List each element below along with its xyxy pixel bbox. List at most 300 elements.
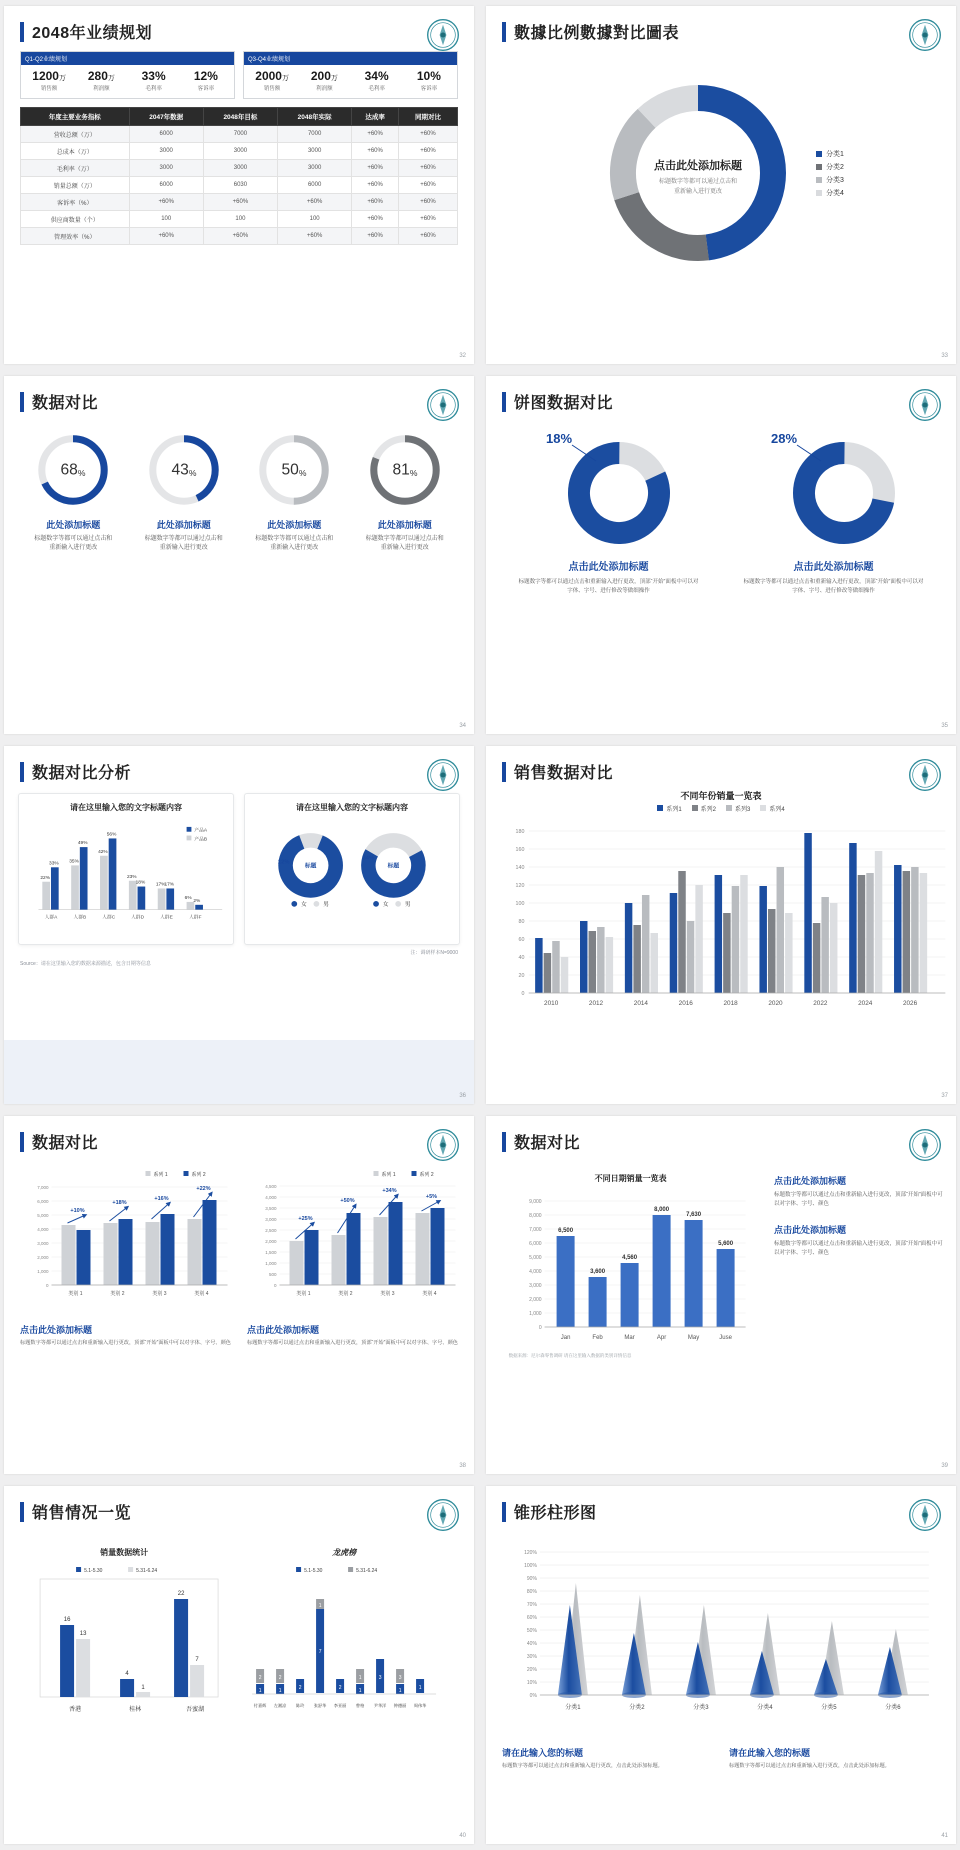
svg-text:1: 1 — [318, 1603, 322, 1609]
kpi-cell — [23, 69, 75, 92]
table-cell: +60% — [398, 160, 457, 177]
growth-label: +22% — [196, 1186, 211, 1192]
legend-item — [726, 804, 750, 813]
legend-swatch-icon — [816, 177, 822, 183]
gauge-value: 68% — [60, 461, 86, 479]
table-body — [21, 126, 458, 245]
slide-number: 34 — [459, 723, 466, 729]
growth-label: +5% — [425, 1194, 438, 1200]
legend-label: 系列2 — [700, 807, 716, 813]
table-cell: +60% — [352, 194, 399, 211]
kpi-label: 毛利率 — [368, 86, 385, 92]
legend-item — [816, 175, 844, 185]
caption-body: 标题数字等都可以通过点击和重新输入进行更改，点击此处添加标题。 — [502, 1763, 663, 1769]
kpi-left-values — [21, 65, 234, 98]
donut-pair-chart — [251, 819, 453, 931]
caption-title: 点击此处添加标题 — [20, 1325, 93, 1335]
y-tick-label: 3,500 — [265, 1206, 277, 1211]
slide-grid — [4, 6, 956, 1844]
pie-pct-label: 18% — [545, 431, 572, 446]
legend-label: 女 — [301, 901, 307, 908]
card-title: 请在这里输入您的文字标题内容 — [70, 803, 182, 812]
sample-note: 注：调研样本N=9000 — [410, 950, 458, 956]
title-accent-bar — [502, 22, 506, 42]
table-header-cell: 达成率 — [352, 108, 399, 126]
legend-swatch-icon — [816, 151, 822, 157]
card-title: 请在这里输入您的文字标题内容 — [296, 803, 408, 812]
table-cell: 6000 — [129, 126, 203, 143]
y-tick-label: 100% — [524, 1563, 537, 1569]
leaderboard-chart — [238, 1541, 450, 1731]
slide-number: 39 — [941, 1463, 948, 1469]
slide-title-40 — [4, 1486, 474, 1523]
table-header-cell: 年度主要业务指标 — [21, 108, 130, 126]
y-tick-label: 0% — [529, 1693, 537, 1699]
gauge-ring — [255, 431, 333, 509]
title-accent-bar — [502, 1132, 506, 1152]
x-tick-label: Mar — [624, 1335, 635, 1341]
legend-label: 分类2 — [826, 163, 844, 171]
page-title: 销售情况一览 — [32, 1505, 132, 1522]
table-row — [21, 143, 458, 160]
caption-1 — [20, 1323, 231, 1347]
kpi-box-q1q2 — [20, 51, 235, 99]
title-accent-bar — [20, 1502, 24, 1522]
bar-value-label: 13 — [79, 1631, 87, 1637]
y-tick-label: 4,000 — [37, 1227, 49, 1232]
pie-body: 标题数字等都可以通过点击和重新输入进行更改，顶部“开始”面板中可以对字体、字号、进行修改等做细操作 — [518, 579, 699, 594]
slide-40[interactable] — [4, 1486, 474, 1844]
slide-number: 35 — [941, 723, 948, 729]
card-bar-chart — [18, 793, 234, 945]
seal-logo-icon — [426, 1128, 460, 1162]
page-title: 锥形柱形图 — [514, 1505, 597, 1522]
slide-32[interactable] — [4, 6, 474, 364]
svg-text:6%: 6% — [184, 896, 192, 902]
gauge-title: 此处添加标题 — [46, 520, 101, 530]
x-tick-label: 分类5 — [821, 1705, 837, 1711]
slide-36[interactable] — [4, 746, 474, 1104]
legend-item — [816, 149, 844, 159]
caption-body: 标题数字等都可以通过点击和重新输入进行更改，点击此处添加标题。 — [729, 1763, 890, 1769]
legend-label: 5.1-5.30 — [84, 1568, 103, 1574]
svg-text:1: 1 — [258, 1688, 262, 1694]
y-tick-label: 160 — [515, 847, 525, 853]
legend-swatch-icon — [816, 164, 822, 170]
gauge-ring — [34, 431, 112, 509]
svg-text:23%: 23% — [126, 874, 137, 880]
bar-value-label: 4 — [125, 1671, 129, 1677]
caption-1 — [502, 1746, 713, 1770]
x-tick-label: 李亚丽 — [333, 1703, 347, 1708]
donut-pct-label: 34% — [362, 855, 375, 862]
page-title: 2048年业绩规划 — [32, 25, 153, 42]
table-cell: +60% — [398, 211, 457, 228]
y-tick-label: 120 — [515, 883, 525, 889]
y-tick-label: 180 — [515, 829, 525, 835]
table-cell: +60% — [352, 126, 399, 143]
x-tick-label: 付嘉辉 — [253, 1703, 267, 1708]
table-cell: 3000 — [129, 143, 203, 160]
table-cell: 营收总额（万） — [21, 126, 130, 143]
page-title: 数据对比 — [32, 1135, 99, 1152]
table-cell: +60% — [398, 228, 457, 245]
y-tick-label: 40 — [518, 955, 525, 961]
bar-value-label: 5,600 — [718, 1241, 734, 1247]
legend-label: 5.1-5.30 — [304, 1568, 323, 1574]
x-tick-label: 桂林 — [129, 1707, 142, 1713]
x-tick-label: 2026 — [902, 1000, 918, 1007]
x-tick-label: 陈玲 — [296, 1703, 305, 1708]
x-tick-label: 类别 2 — [338, 1291, 353, 1297]
table-cell: 客诉率（%） — [21, 194, 130, 211]
donut-center-label: 标题 — [304, 863, 317, 870]
grouped-bar-chart — [486, 813, 956, 1023]
chart-title: 销量数据统计 — [100, 1548, 149, 1557]
legend-label: 女 — [382, 901, 389, 908]
y-tick-label: 2,000 — [529, 1297, 542, 1303]
gauge-ring — [145, 431, 223, 509]
slide-39[interactable] — [486, 1116, 956, 1474]
bar-value-label: 4,560 — [622, 1255, 638, 1261]
svg-text:18%: 18% — [135, 880, 146, 886]
bar-value-label: 1 — [141, 1685, 145, 1691]
legend-label: 系列4 — [769, 807, 785, 813]
gauge-body: 标题数字等都可以通过点击和重新输入进行更改 — [365, 536, 444, 551]
slide-title-36 — [4, 746, 474, 783]
table-row — [21, 228, 458, 245]
slide-33[interactable] — [486, 6, 956, 364]
legend-label: 5.31-6.24 — [136, 1568, 158, 1574]
kpi-cell — [403, 69, 455, 92]
table-header-cell: 2048年实际 — [278, 108, 352, 126]
table-cell: 3000 — [278, 160, 352, 177]
pie-pair — [486, 413, 956, 596]
pie-title: 点击此处添加标题 — [568, 562, 649, 573]
slide-title-39 — [486, 1116, 956, 1153]
gauge-value: 50% — [281, 461, 307, 479]
x-tick-label: 钟德丽 — [393, 1703, 407, 1708]
slide-number: 32 — [459, 353, 466, 359]
table-cell: 供应商数量（个） — [21, 211, 130, 228]
kpi-value: 1200 — [32, 69, 59, 83]
y-tick-label: 0 — [273, 1283, 277, 1288]
gauge-4 — [366, 431, 444, 553]
sales-bar-chart — [494, 1167, 757, 1367]
card-donut-pair — [244, 793, 460, 945]
pie-pct-label: 28% — [770, 431, 797, 446]
y-tick-label: 7,000 — [529, 1227, 542, 1233]
y-tick-label: 20 — [518, 973, 525, 979]
cones — [558, 1583, 908, 1698]
svg-text:56%: 56% — [106, 832, 117, 838]
y-tick-label: 1,000 — [529, 1311, 542, 1317]
chart-legend — [486, 804, 956, 813]
table-cell: +60% — [398, 177, 457, 194]
seal-logo-icon — [908, 1128, 942, 1162]
cone-chart — [498, 1535, 940, 1735]
table-cell: 100 — [203, 211, 277, 228]
svg-text:1: 1 — [358, 1688, 362, 1694]
bar-value-label: 7,630 — [686, 1212, 702, 1218]
seal-logo-icon — [426, 18, 460, 52]
table-cell: +60% — [278, 194, 352, 211]
kpi-label: 利润额 — [93, 86, 110, 92]
table-cell: +60% — [398, 194, 457, 211]
svg-text:2: 2 — [298, 1685, 302, 1691]
kpi-label: 销售额 — [263, 86, 281, 92]
svg-text:42%: 42% — [98, 849, 108, 855]
svg-text:1: 1 — [418, 1685, 422, 1691]
kpi-value: 200 — [310, 69, 331, 83]
gauge-body: 标题数字等都可以通过点击和重新输入进行更改 — [255, 536, 334, 551]
table-cell: 总成本（万） — [21, 143, 130, 160]
gauge-body: 标题数字等都可以通过点击和重新输入进行更改 — [144, 536, 223, 551]
legend-label: 系列 2 — [419, 1172, 434, 1178]
legend-label: 5.31-6.24 — [356, 1568, 378, 1574]
bar-value-label: 8,000 — [654, 1207, 670, 1213]
table-cell: 7000 — [203, 126, 277, 143]
x-tick-label: Juse — [719, 1335, 732, 1341]
x-tick-label: Apr — [656, 1335, 667, 1341]
title-accent-bar — [502, 762, 506, 782]
y-tick-label: 60 — [518, 937, 525, 943]
table-cell: 7000 — [278, 126, 352, 143]
y-tick-label: 9,000 — [529, 1199, 542, 1205]
donut-center-body-1: 标题数字等都可以通过点击和 — [659, 179, 738, 185]
x-tick-label: 2024 — [858, 1000, 873, 1007]
table-cell: 3000 — [203, 143, 277, 160]
y-tick-label: 80 — [518, 919, 525, 925]
caption-title: 点击此处添加标题 — [774, 1176, 847, 1186]
kpi-unit: 万 — [281, 75, 289, 82]
x-tick-label: 香港 — [69, 1707, 82, 1713]
table-cell: 3000 — [203, 160, 277, 177]
caption-title: 点击此处添加标题 — [774, 1225, 847, 1236]
y-tick-label: 40% — [526, 1641, 537, 1647]
y-tick-label: 60% — [526, 1615, 537, 1621]
gauge-1 — [34, 431, 112, 553]
donut-center-body-2: 重新输入进行更改 — [674, 189, 723, 195]
kpi-right-header: Q3-Q4业绩规划 — [244, 52, 457, 65]
y-tick-label: 0 — [45, 1283, 49, 1288]
slide-number: 41 — [941, 1833, 948, 1839]
slide-title-38 — [4, 1116, 474, 1153]
bar-value-label: 7 — [195, 1657, 199, 1663]
seal-logo-icon — [426, 388, 460, 422]
kpi-unit: 万 — [107, 75, 115, 82]
table-cell: +60% — [203, 228, 277, 245]
svg-text:2: 2 — [258, 1675, 262, 1681]
legend-label: 系列1 — [666, 807, 682, 813]
x-tick-label: 分类4 — [757, 1705, 773, 1711]
seal-logo-icon — [908, 388, 942, 422]
growth-bar-chart-1 — [14, 1167, 236, 1317]
charts-row — [4, 1153, 474, 1317]
svg-text:3: 3 — [398, 1675, 402, 1681]
y-tick-label: 4,000 — [529, 1269, 542, 1275]
page-title: 销售数据对比 — [514, 765, 614, 782]
page-title: 数据对比分析 — [32, 765, 132, 782]
x-tick-label: 分类2 — [629, 1705, 645, 1711]
table-cell: +60% — [203, 194, 277, 211]
growth-label: +34% — [382, 1188, 397, 1194]
x-tick-label: 人群A — [44, 915, 58, 921]
caption-2 — [247, 1323, 458, 1347]
kpi-label: 销售额 — [40, 86, 58, 92]
pie-title: 点击此处添加标题 — [793, 562, 874, 573]
title-accent-bar — [502, 392, 506, 412]
x-tick-label: 曾格 — [356, 1703, 365, 1708]
gauge-value: 43% — [171, 461, 197, 479]
legend-label: 系列 2 — [191, 1172, 206, 1178]
slide-37[interactable] — [486, 746, 956, 1104]
y-tick-label: 2,000 — [37, 1255, 49, 1260]
slide-number: 38 — [459, 1463, 466, 1469]
kpi-left-header: Q1-Q2业绩规划 — [21, 52, 234, 65]
kpi-bar — [4, 43, 474, 99]
gauge-title: 此处添加标题 — [377, 520, 432, 530]
legend-label: 男 — [323, 901, 329, 908]
table-cell: +60% — [398, 126, 457, 143]
pie-body: 标题数字等都可以通过点击和重新输入进行更改，顶部“开始”面板中可以对字体、字号、进行修改等做细操作 — [743, 579, 924, 594]
gauge-ring — [366, 431, 444, 509]
seal-logo-icon — [908, 18, 942, 52]
x-tick-label: 类别 3 — [152, 1291, 167, 1297]
slide-title-37 — [486, 746, 956, 783]
gauge-2 — [145, 431, 223, 553]
caption-body: 标题数字等都可以通过点击和重新输入进行更改，顶部“开始”面板中可以对字体、字号、颜色 — [20, 1340, 231, 1346]
x-tick-label: 2012 — [588, 1000, 604, 1007]
donut-center-title: 点击此处添加标题 — [654, 160, 743, 172]
legend-label: 分类1 — [826, 150, 844, 158]
x-tick-label: 人群F — [188, 915, 202, 921]
x-tick-label: 人群B — [73, 915, 87, 921]
table-cell: 100 — [278, 211, 352, 228]
kpi-right-values — [244, 65, 457, 98]
kpi-label: 利润额 — [316, 86, 333, 92]
slide-number: 37 — [941, 1093, 948, 1099]
x-tick-label: May — [687, 1335, 700, 1341]
legend-item — [816, 162, 844, 172]
table-cell: 6030 — [203, 177, 277, 194]
seal-logo-icon — [908, 1498, 942, 1532]
x-tick-label: Jan — [560, 1335, 571, 1341]
page-title: 数据对比 — [32, 395, 99, 412]
captions-row — [4, 1317, 474, 1347]
kpi-cell — [128, 69, 180, 92]
x-tick-label: 2020 — [768, 1000, 783, 1007]
slide-41[interactable] — [486, 1486, 956, 1844]
slide-title-41 — [486, 1486, 956, 1523]
note-row-1 — [4, 945, 474, 956]
seal-logo-icon — [908, 758, 942, 792]
table-header-cell: 2048年目标 — [203, 108, 277, 126]
svg-text:22%: 22% — [40, 875, 50, 881]
table-cell: +60% — [352, 177, 399, 194]
y-tick-label: 500 — [268, 1272, 277, 1277]
y-tick-label: 5,000 — [529, 1255, 542, 1261]
table-cell: 管理效率（%） — [21, 228, 130, 245]
slide-title-35 — [486, 376, 956, 413]
slide-number: 33 — [941, 353, 948, 359]
caption-body: 标题数字等都可以通过点击和重新输入进行更改，顶部“开始”面板中可以对字体、字号、颜色 — [774, 1192, 943, 1208]
gauge-title: 此处添加标题 — [267, 520, 322, 530]
table-cell: +60% — [352, 143, 399, 160]
donut-center-label: 标题 — [387, 863, 400, 870]
svg-text:1: 1 — [398, 1688, 402, 1694]
x-tick-label: 2010 — [544, 1000, 559, 1007]
x-tick-label: 左湘凉 — [273, 1703, 287, 1708]
gauge-body: 标题数字等都可以通过点击和重新输入进行更改 — [34, 536, 113, 551]
y-tick-label: 1,000 — [37, 1269, 49, 1274]
y-tick-label: 50% — [526, 1628, 537, 1634]
kpi-label: 客诉率 — [420, 86, 438, 92]
chart-title: 龙虎榜 — [332, 1548, 357, 1557]
y-tick-label: 3,000 — [529, 1283, 542, 1289]
slide-background-band — [4, 1040, 474, 1104]
slide-38[interactable] — [4, 1116, 474, 1474]
table-cell: 销量总额（万） — [21, 177, 130, 194]
slide-34[interactable] — [4, 376, 474, 734]
x-tick-label: 2018 — [723, 1000, 738, 1007]
pie-block-1 — [505, 423, 712, 596]
table-row — [21, 126, 458, 143]
bar-value-label: 6,500 — [558, 1228, 574, 1234]
x-tick-label: 类别 2 — [110, 1291, 125, 1297]
y-tick-label: 6,000 — [529, 1241, 542, 1247]
x-tick-label: 人群C — [102, 915, 116, 921]
growth-label: +25% — [298, 1216, 313, 1222]
growth-label: +50% — [340, 1198, 355, 1204]
y-tick-label: 100 — [515, 901, 525, 907]
legend-label: 系列3 — [735, 807, 751, 813]
y-tick-label: 140 — [515, 865, 525, 871]
caption-body: 标题数字等都可以通过点击和重新输入进行更改，顶部“开始”面板中可以对字体、字号、颜色 — [247, 1340, 458, 1346]
gauge-row — [4, 413, 474, 553]
gauge-title: 此处添加标题 — [156, 520, 211, 530]
x-tick-label: 尹华洋 — [373, 1703, 387, 1708]
x-tick-label: 2014 — [633, 1000, 648, 1007]
y-tick-label: 0 — [521, 991, 525, 997]
x-tick-label: 2022 — [813, 1000, 828, 1007]
x-tick-label: 分类1 — [565, 1705, 581, 1711]
kpi-cell — [180, 69, 232, 92]
chart-footnote: 数据来源：尼尔森零售调研 请在这里输入数据的类别详情信息 — [508, 1353, 632, 1358]
gauge-value: 81% — [392, 461, 418, 479]
slide-35[interactable] — [486, 376, 956, 734]
slide-title-34 — [4, 376, 474, 413]
legend-label: 分类4 — [826, 189, 844, 197]
bar-value-label: 22 — [177, 1591, 185, 1597]
svg-text:7: 7 — [318, 1649, 322, 1655]
pie-block-2 — [730, 423, 937, 596]
kpi-value: 33% — [141, 69, 166, 83]
title-accent-bar — [20, 392, 24, 412]
kpi-unit: 万 — [58, 75, 66, 82]
donut-chart-1 — [534, 423, 684, 553]
kpi-value: 12% — [193, 69, 218, 83]
x-tick-label: 类别 1 — [296, 1291, 311, 1297]
table-cell: +60% — [352, 160, 399, 177]
y-tick-label: 1,000 — [265, 1261, 277, 1266]
table-cell: 3000 — [129, 160, 203, 177]
svg-text:3: 3 — [378, 1675, 382, 1681]
table-header-row — [21, 108, 458, 126]
y-tick-label: 7,000 — [37, 1185, 49, 1190]
kpi-cell — [351, 69, 403, 92]
title-accent-bar — [20, 22, 24, 42]
